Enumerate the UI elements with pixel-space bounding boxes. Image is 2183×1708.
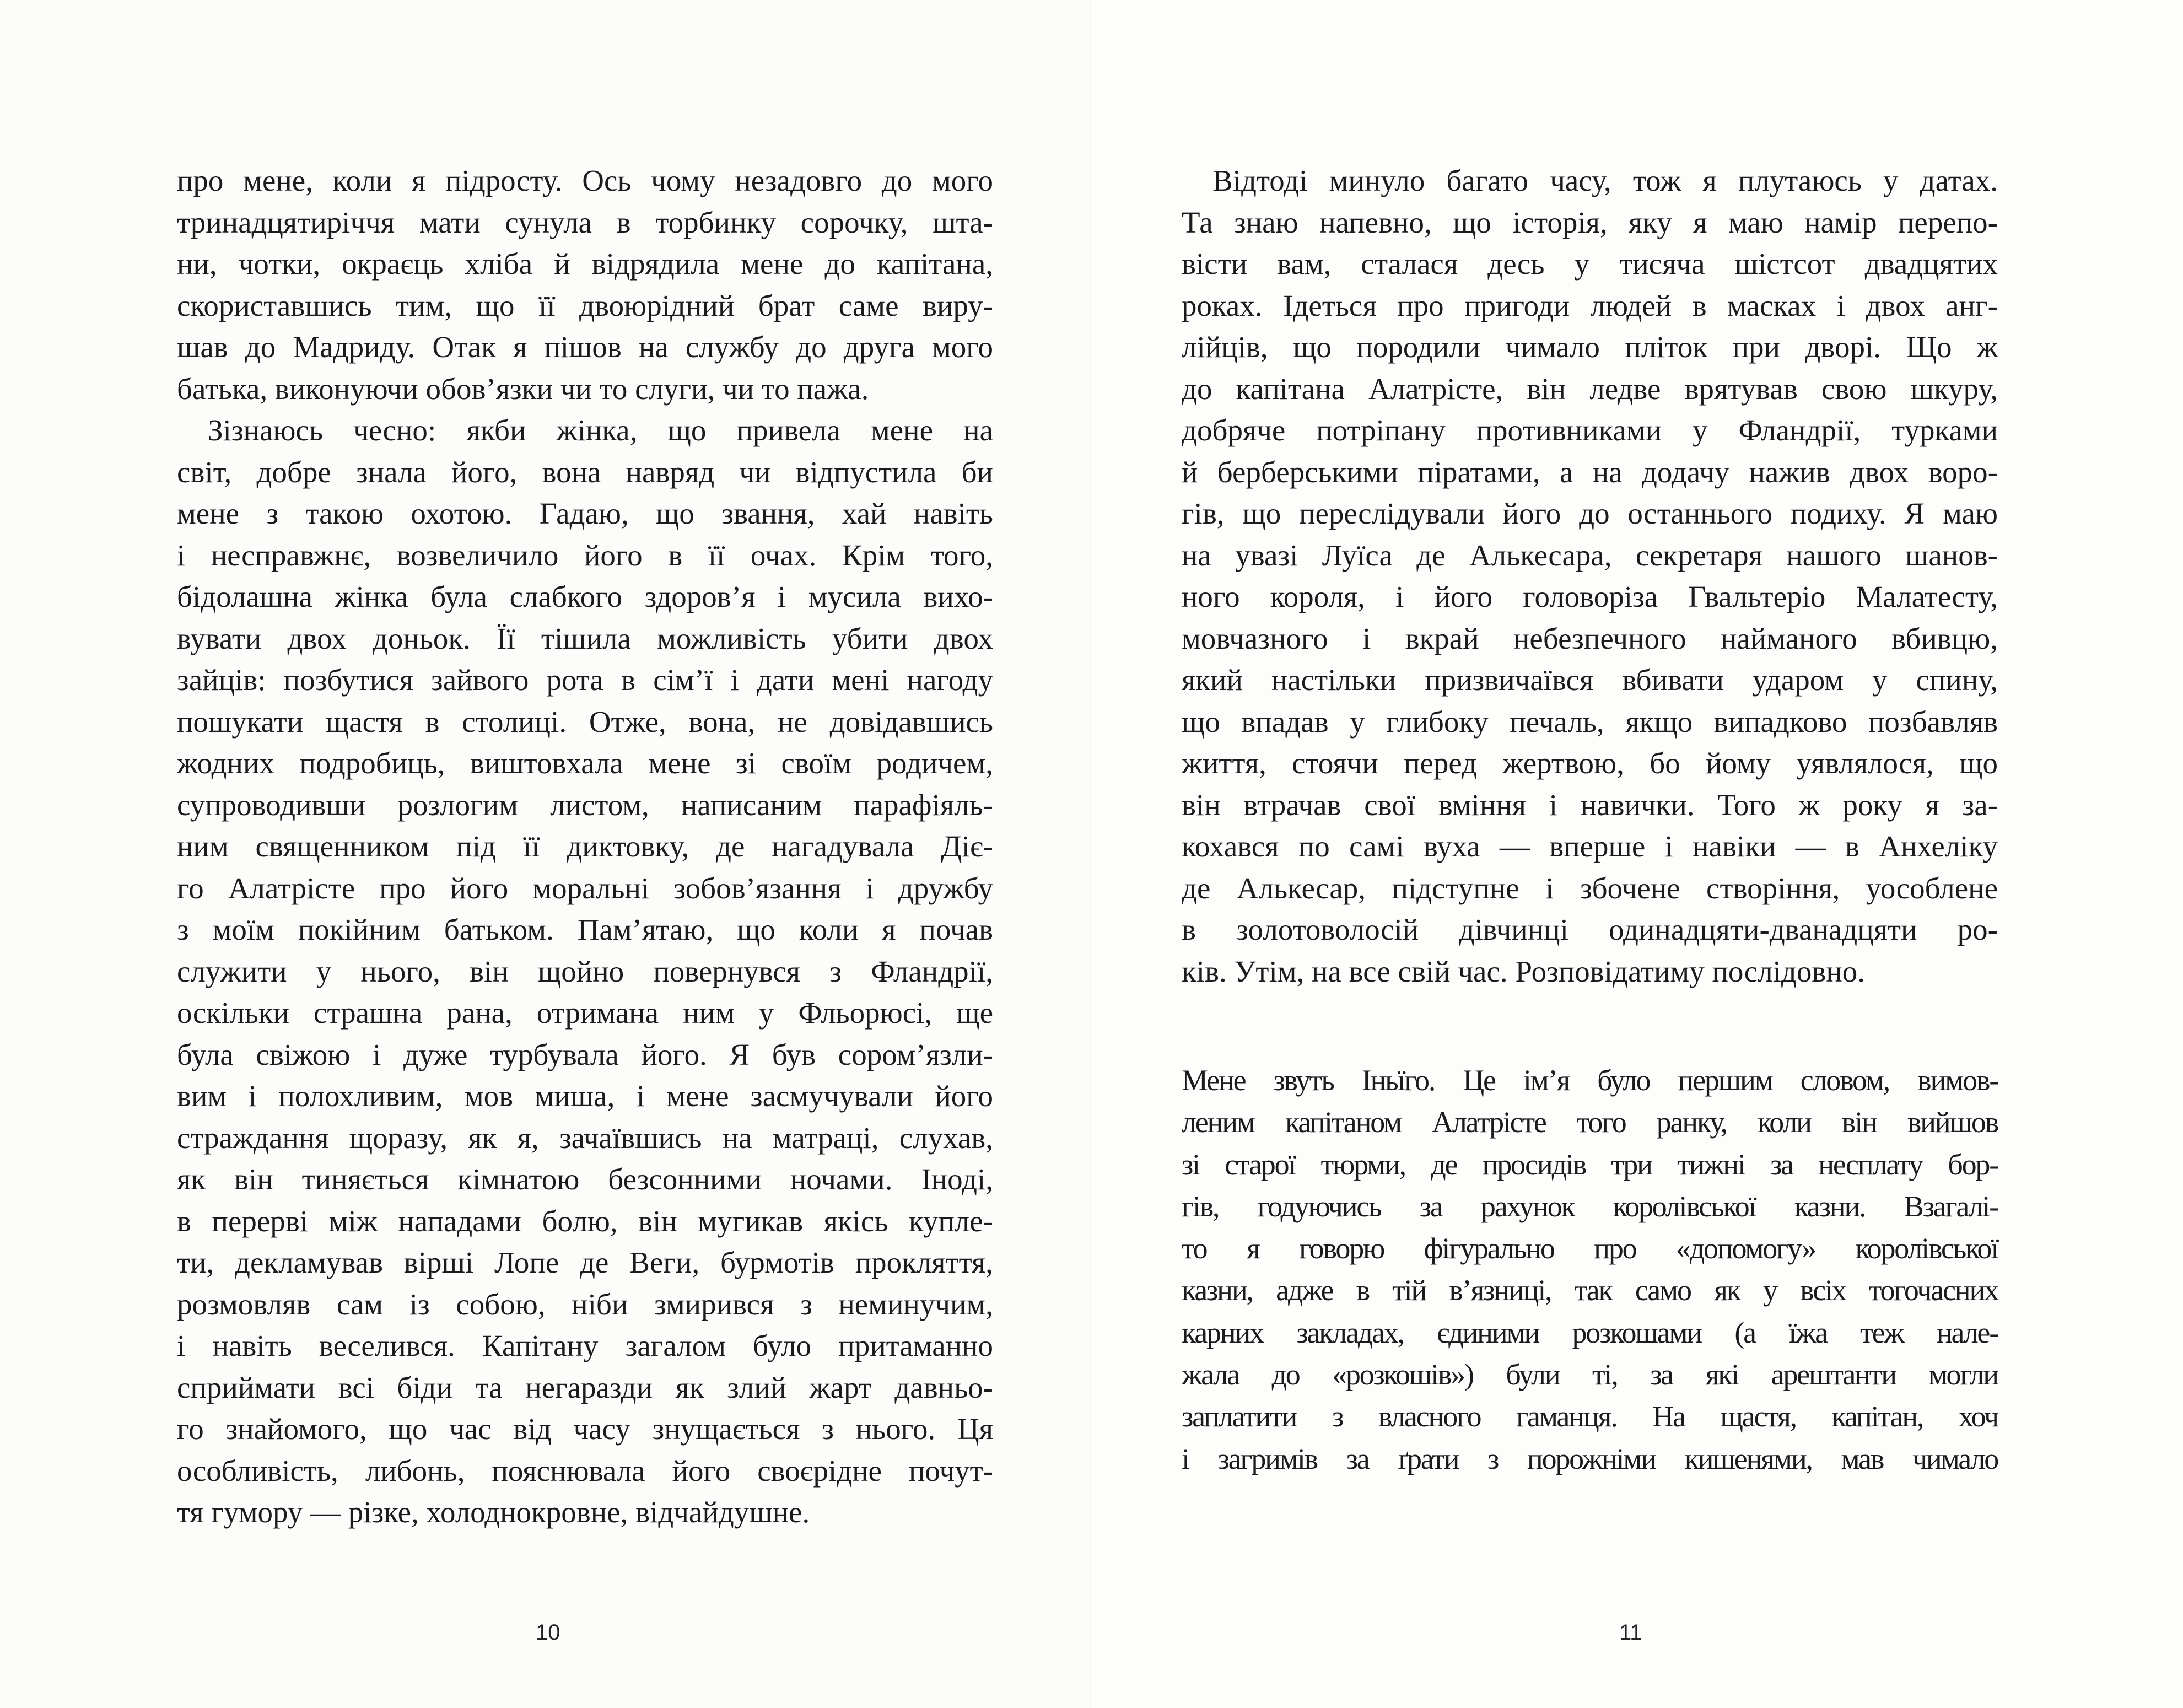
text-line: Та знаю напевно, що історія, яку я маю намір перепо-	[1182, 205, 1998, 239]
text-line: Мене звуть Іньїго. Це ім’я було першим словом, вимов-	[1182, 1064, 1998, 1097]
paragraph	[177, 410, 993, 1533]
text-line: оскільки страшна рана, отримана ним у Фльорюсі, ще	[177, 996, 993, 1030]
text-line: супроводивши розлогим листом, написаним парафіяль-	[177, 788, 993, 822]
text-line: в перерві між нападами болю, він мугикав якісь купле-	[177, 1204, 993, 1238]
text-line: гів, годуючись за рахунок королівської казни. Взагалі-	[1182, 1189, 1998, 1223]
text-line: як він тиняється кімнатою безсонними ночами. Іноді,	[177, 1162, 993, 1196]
text-line: леним капітаном Алатрісте того ранку, коли він вийшов	[1182, 1106, 1998, 1139]
right-page-text-section-1	[1182, 160, 1998, 992]
paragraph	[1182, 160, 1998, 992]
text-line: зі старої тюрми, де просидів три тижні за несплату бор-	[1182, 1147, 1998, 1181]
text-line: й берберськими піратами, а на додачу нажив двох воро-	[1182, 455, 1998, 489]
text-line: тя гумору — різке, холоднокровне, відчайдушне.	[177, 1495, 810, 1529]
text-line: ним священником під її диктовку, де нагадувала Діє-	[177, 829, 993, 863]
text-line: карних закладах, єдиними розкошами (а їжа теж нале-	[1182, 1316, 1998, 1349]
text-line: го знайомого, що час від часу знущається з нього. Ця	[177, 1412, 993, 1446]
text-line: жала до «розкошів») були ті, за які арештанти могли	[1182, 1358, 1998, 1392]
text-line: з моїм покійним батьком. Пам’ятаю, що коли я почав	[177, 913, 993, 946]
text-line: ти, декламував вірші Лопе де Веги, бурмотів прокляття,	[177, 1246, 993, 1279]
text-line: і загримів за ґрати з порожніми кишенями, мав чимало	[1182, 1442, 1998, 1475]
text-line: шав до Мадриду. Отак я пішов на службу до друга мого	[177, 330, 993, 364]
text-line: пошукати щастя в столиці. Отже, вона, не довідавшись	[177, 704, 993, 739]
text-line: служити у нього, він щойно повернувся з Фландрії,	[177, 954, 993, 988]
page-number-left: 10	[536, 1620, 560, 1645]
text-line: жодних подробиць, виштовхала мене зі своїм родичем,	[177, 746, 993, 780]
text-line: була свіжою і дуже турбувала його. Я був сором’язли-	[177, 1037, 993, 1071]
text-line: батька, виконуючи обов’язки чи то слуги, чи то пажа.	[177, 371, 869, 406]
text-line: то я говорю фігурально про «допомогу» королівської	[1182, 1232, 1998, 1265]
left-page	[0, 0, 1091, 1708]
left-page-text	[177, 160, 993, 1533]
text-line: роках. Ідеться про пригоди людей в масках і двох анг-	[1182, 288, 1998, 322]
text-line: життя, стоячи перед жертвою, бо йому уявлялося, що	[1182, 746, 1998, 780]
text-line: заплатити з власного гаманця. На щастя, капітан, хоч	[1182, 1400, 1998, 1434]
text-line: страждання щоразу, як я, зачаївшись на матраці, слухав,	[177, 1120, 993, 1155]
text-line: що впадав у глибоку печаль, якщо випадково позбавляв	[1182, 704, 1998, 739]
text-line: вим і полохливим, мов миша, і мене засмучували його	[177, 1079, 993, 1113]
text-line: скориставшись тим, що її двоюрідний брат саме виру-	[177, 288, 993, 322]
text-line: го Алатрісте про його моральні зобов’язання і дружбу	[177, 871, 993, 905]
text-line: розмовляв сам із собою, ніби змирився з неминучим,	[177, 1287, 993, 1321]
text-line: кохався по самі вуха — вперше і навіки — в Анхеліку	[1182, 829, 1998, 863]
text-line: гів, що переслідували його до останнього подиху. Я маю	[1182, 497, 1998, 530]
text-line: ни, чотки, окраєць хліба й відрядила мене до капітана,	[177, 247, 993, 281]
text-line: світ, добре знала його, вона навряд чи відпустила би	[177, 455, 993, 489]
text-line: казни, адже в тій в’язниці, так само як у всіх тогочасних	[1182, 1274, 1998, 1307]
text-line: до капітана Алатрісте, він ледве врятував свою шкуру,	[1182, 371, 1998, 406]
text-line: вісти вам, сталася десь у тисяча шістсот двадцятих	[1182, 247, 1998, 281]
text-line: ків. Утім, на все свій час. Розповідатиму послідовно.	[1182, 954, 1866, 988]
text-line: Зізнаюсь чесно: якби жінка, що привела мене на	[208, 413, 993, 447]
text-line: вувати двох доньок. Її тішила можливість убити двох	[177, 621, 993, 655]
text-line: зайців: позбутися зайвого рота в сім’ї і дати мені нагоду	[177, 663, 993, 697]
text-line: особливість, либонь, пояснювала його своєрідне почут-	[177, 1453, 993, 1488]
text-line: мене з такою охотою. Гадаю, що звання, хай навіть	[177, 497, 993, 530]
text-line: і навіть веселився. Капітану загалом було притаманно	[177, 1329, 993, 1362]
text-line: Відтоді минуло багато часу, тож я плутаюсь у датах.	[1212, 164, 1998, 197]
paragraph	[177, 160, 993, 410]
text-line: лійців, що породили чимало пліток при дворі. Що ж	[1182, 330, 1998, 364]
text-line: і несправжнє, возвеличило його в її очах. Крім того,	[177, 538, 993, 572]
text-line: на увазі Луїса де Алькесара, секретаря нашого шанов-	[1182, 538, 1998, 572]
text-line: добряче потріпану противниками у Фландрії, турками	[1182, 413, 1998, 447]
text-line: тринадцятиріччя мати сунула в торбинку сорочку, шта-	[177, 205, 993, 239]
paragraph	[1182, 1059, 1998, 1480]
text-line: в золотоволосій дівчинці одинадцяти-дванадцяти ро-	[1182, 913, 1998, 946]
text-line: бідолашна жінка була слабкого здоров’я і мусила вихо-	[177, 580, 993, 613]
text-line: сприймати всі біди та негаразди як злий жарт давньо-	[177, 1370, 993, 1404]
right-page	[1091, 0, 2183, 1708]
text-line: він втрачав свої вміння і навички. Того ж року я за-	[1182, 788, 1998, 822]
text-line: який настільки призвичаївся вбивати ударом у спину,	[1182, 663, 1998, 697]
text-line: про мене, коли я підросту. Ось чому незадовго до мого	[177, 164, 993, 197]
page-number-right: 11	[1619, 1620, 1642, 1645]
text-line: мовчазного і вкрай небезпечного найманого вбивцю,	[1182, 621, 1998, 655]
right-page-text-section-2	[1182, 1059, 1998, 1480]
text-line: де Алькесар, підступне і збочене створіння, уособлене	[1182, 871, 1998, 905]
text-line: ного короля, і його головоріза Гвальтеріо Малатесту,	[1182, 580, 1998, 613]
